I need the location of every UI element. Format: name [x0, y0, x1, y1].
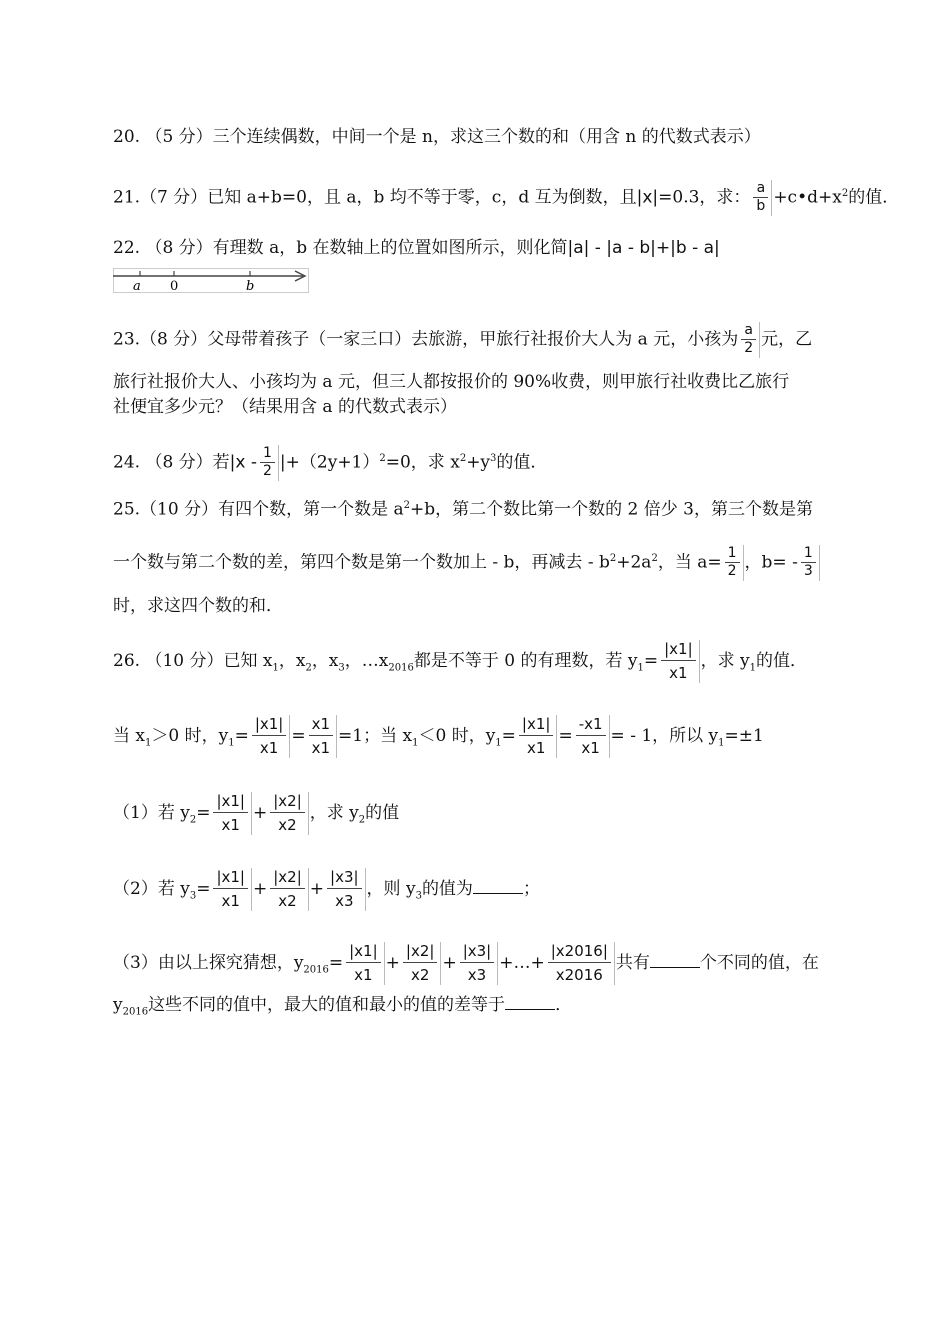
question-26-example: 当 $x_1>0$ 时，$y_1=$ $\frac{|x1|}{x1}$ = $\frac{x1}{x1}$ =1；当 $x_1<0$ 时，$y_1=$ $\frac{|x1|}{x1}$ = $\frac{-x1}{x1}$ = - 1，所以 $y_1=\pm 1$: [113, 715, 764, 757]
fraction-a-value: $\frac{1}{2}$: [723, 545, 744, 581]
number-line-figure: [113, 268, 313, 294]
fraction-abs-x1-over-x1: $\frac{|x1|}{x1}$: [211, 868, 252, 911]
fraction-abs-x3-over-x3: $\frac{|x3|}{x3}$: [325, 868, 366, 911]
question-26-part-1: （1）若 $y_2=$ $\frac{|x1|}{x1}$ + $\frac{|x2|}{x2}$ ，求 $y_2$的值: [113, 792, 400, 834]
question-24: 24. （8 分）若|x - $\frac{1}{2}$ $|+(2y+1)^2=0$，求 $x^2+y^3$的值．: [113, 445, 548, 479]
question-26-part-3-line-2: $y_{2016}$这些不同的值中，最大的值和最小的值的差等于 ．: [113, 995, 573, 1018]
question-23-line-1: 23.（8 分）父母带着孩子（一家三口）去旅游，甲旅行社报价大人为 a 元，小孩为 $\frac{a}{2}$ 元，乙: [113, 322, 813, 356]
fraction-abs-x1-over-x1: $\frac{|x1|}{x1}$: [344, 942, 385, 985]
fraction-abs-x2-over-x2: $\frac{|x2|}{x2}$: [268, 792, 309, 835]
fraction-b-value: $\frac{1}{3}$: [799, 545, 820, 581]
fraction-abs-x2-over-x2: $\frac{|x2|}{x2}$: [268, 868, 309, 911]
fraction-abs-x3-over-x3: $\frac{|x3|}{x3}$: [458, 942, 499, 985]
question-21: 21.（7 分）已知 a+b=0，且 a，b 均不等于零，c，d 互为倒数，且|x|=0.3，求： $\frac{a}{b}$ $+c•d+x^2$的值．: [113, 180, 900, 214]
question-26-intro: 26. （10 分）已知 $x_1$，$x_2$，$x_3$，$\dots x_{2016}$都是不等于 0 的有理数，若 $y_1=$ $\frac{|x1|}{x1}$ ，求 $y_1$的值．: [113, 640, 808, 682]
answer-blank-3[interactable]: [505, 995, 555, 1010]
question-26-part-3: （3）由以上探究猜想，$y_{2016}=$ $\frac{|x1|}{x1}$ + $\frac{|x2|}{x2}$ + $\frac{|x3|}{x3}$ +…+ $\frac{|x2016|}{x2016}$ 共有 个不同的值，在: [113, 942, 819, 984]
fraction-1-over-2: $\frac{1}{2}$: [258, 445, 279, 481]
question-25-line-1: 25.（10 分）有四个数，第一个数是 $a^2+b$，第二个数比第一个数的 2 倍少 3，第三个数是第: [113, 499, 813, 520]
question-26-part-2: （2）若 $y_3=$ $\frac{|x1|}{x1}$ + $\frac{|x2|}{x2}$ + $\frac{|x3|}{x3}$ ，则 $y_3$的值为 ；: [113, 868, 540, 910]
fraction-abs-x1-over-x1: $\frac{|x1|}{x1}$: [211, 792, 252, 835]
axis-label-a: a: [133, 279, 141, 294]
fraction-abs-x2-over-x2: $\frac{|x2|}{x2}$: [401, 942, 442, 985]
question-23-line-3: 社便宜多少元？（结果用含 a 的代数式表示）: [113, 397, 457, 417]
fraction-abs-x2016-over-x2016: $\frac{|x2016|}{x2016}$: [546, 942, 615, 985]
figure-frame: [114, 269, 309, 293]
question-20: 20. （5 分）三个连续偶数，中间一个是 n，求这三个数的和（用含 n 的代数式表示）: [113, 127, 761, 147]
question-23-line-2: 旅行社报价大人、小孩均为 a 元，但三人都按报价的 90%收费，则甲旅行社收费比乙旅行: [113, 372, 790, 392]
axis-label-0: 0: [170, 279, 179, 294]
question-25-line-2: 一个数与第二个数的差，第四个数是第一个数加上 - b，再减去 - $b^2+2a^2$，当 a= $\frac{1}{2}$ ，b= - $\frac{1}{3}$: [113, 545, 821, 581]
question-25-line-3: 时，求这四个数的和．: [113, 596, 283, 616]
fraction-abs-x1-over-x1: $\frac{|x1|}{x1}$: [517, 715, 558, 758]
answer-blank-1[interactable]: [473, 879, 523, 894]
fraction-neg-x1-over-x1: $\frac{-x1}{x1}$: [574, 715, 610, 758]
fraction-a-over-2: $\frac{a}{2}$: [739, 322, 760, 358]
answer-blank-2[interactable]: [650, 953, 700, 968]
fraction-a-over-b: $\frac{a}{b}$: [751, 180, 772, 216]
axis-label-b: b: [246, 279, 255, 294]
fraction-x1-over-x1: $\frac{x1}{x1}$: [307, 715, 337, 758]
question-22: 22. （8 分）有理数 a，b 在数轴上的位置如图所示，则化简|a| - |a - b|+|b - a|: [113, 238, 720, 258]
fraction-abs-x1-over-x1: $\frac{|x1|}{x1}$: [659, 640, 700, 683]
fraction-abs-x1-over-x1: $\frac{|x1|}{x1}$: [250, 715, 291, 758]
